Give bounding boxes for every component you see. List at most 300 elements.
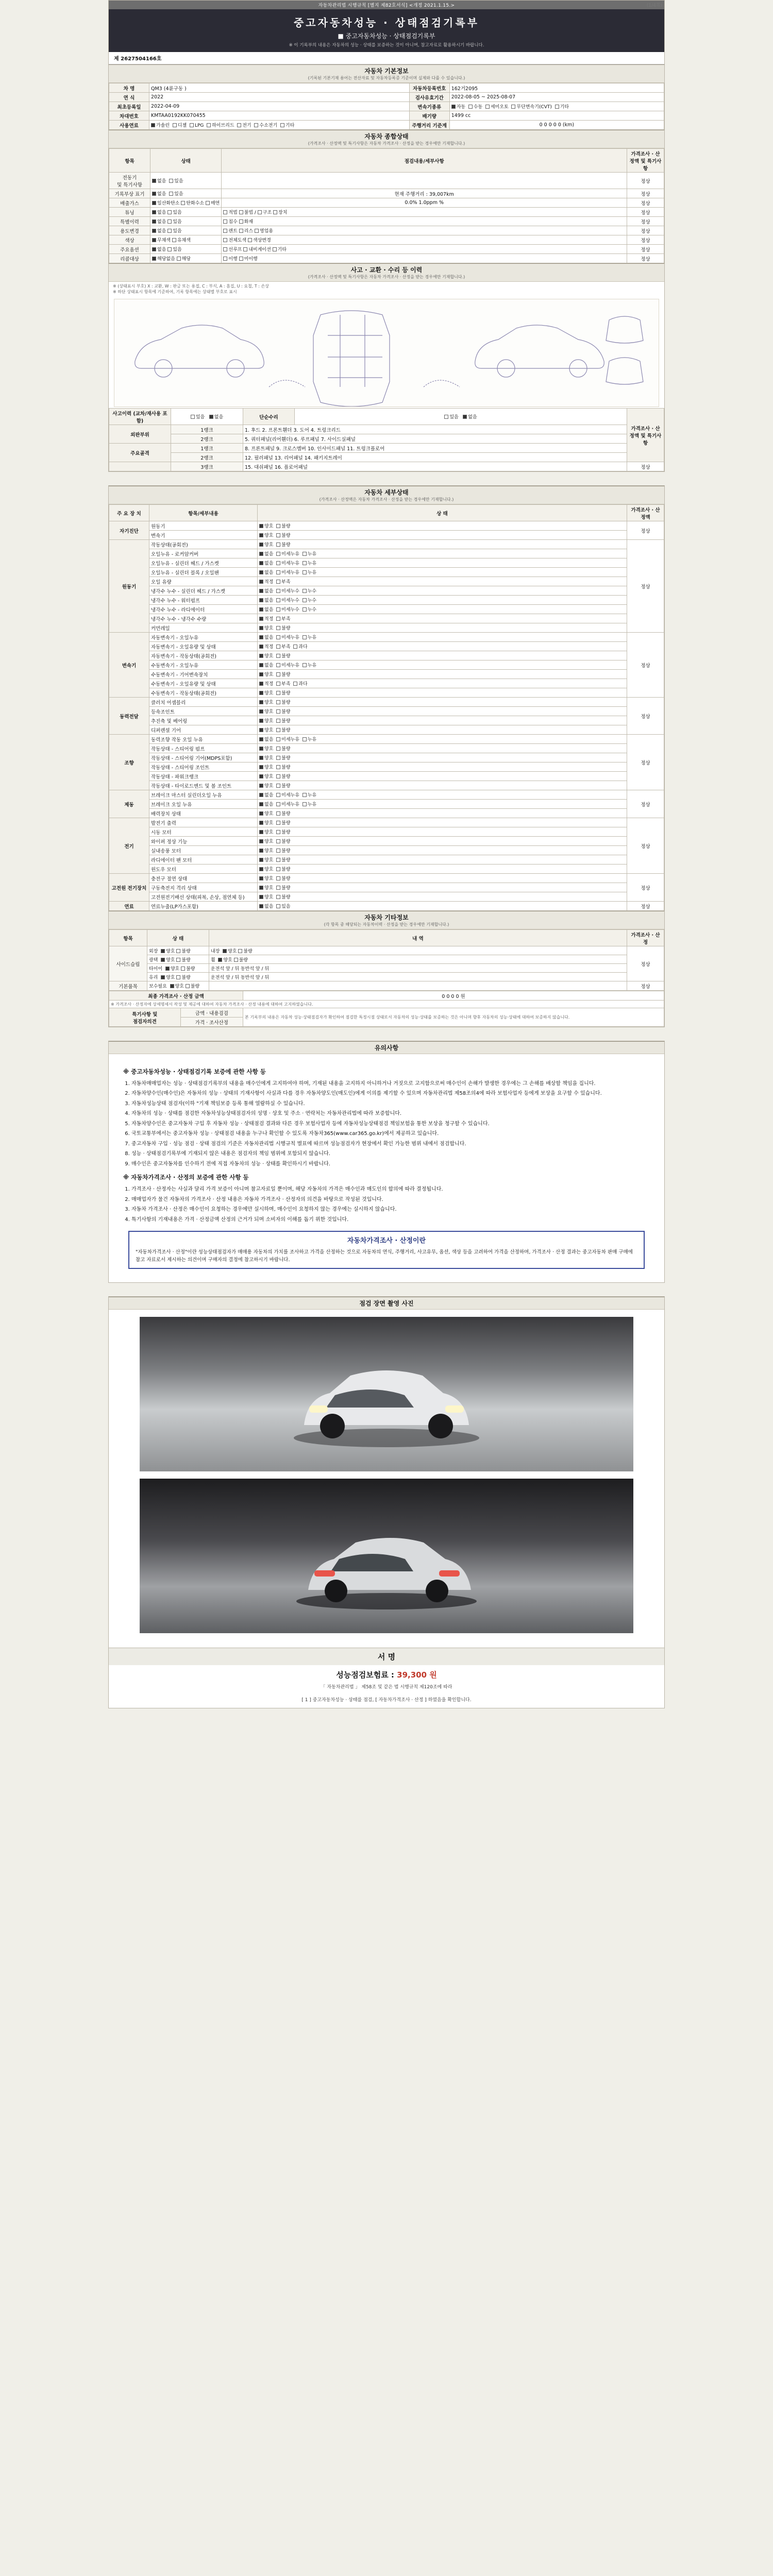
row-value-1: 정상: [627, 189, 664, 198]
value-first-reg: 2022-04-09: [149, 102, 410, 111]
detail-item-state[interactable]: 양호 불량: [258, 531, 627, 540]
table-row: [109, 558, 664, 568]
detail-item-state[interactable]: 적정 부족 과다: [258, 642, 627, 651]
table-row: [109, 846, 664, 855]
detail-item-state[interactable]: 양호 불량: [258, 892, 627, 902]
label-year: 연 식: [109, 93, 149, 102]
row-detail-8: 이행 미이행: [222, 254, 627, 263]
detail-item-label: 충전구 절연 상태: [149, 874, 258, 883]
col-sub-item: 항목/세부내용: [149, 505, 258, 521]
final-price-amount: 0 0 0 0 원: [243, 991, 664, 1001]
detail-item-label: 작동상태 - 스티어링 조인트: [149, 762, 258, 772]
table-row: [109, 707, 664, 716]
frame-parts-table: [109, 408, 664, 471]
definition-box: [128, 1231, 645, 1269]
table-row: [109, 883, 664, 892]
notice-item: 6. 국토교통부에서는 중고자동차 성능 · 상태점검 내용을 누구나 확인할 수 있도록 자동차365(www.car365.go.kr)에서 제공하고 있습니다.: [131, 1130, 650, 1138]
table-row: [109, 462, 664, 471]
other-detail-1: 휠 양호 불량: [209, 955, 627, 964]
detail-item-state[interactable]: 없음 미세누유 누유: [258, 800, 627, 809]
table-row: [109, 946, 664, 955]
detail-item-label: 윈도우 모터: [149, 865, 258, 874]
table-row: [109, 605, 664, 614]
detail-item-state[interactable]: 양호 불량: [258, 846, 627, 855]
label-frame-rank-3: 3랭크: [171, 462, 243, 471]
other-state-0: 외장 양호 불량: [147, 946, 209, 955]
table-header-row: [109, 930, 664, 946]
detail-item-state[interactable]: 양호 불량: [258, 670, 627, 679]
label-gear-type: 변속기종류: [409, 102, 449, 111]
detail-item-label: 등속조인트: [149, 707, 258, 716]
value-inspection-period: 2022-08-05 ~ 2025-08-07: [449, 93, 664, 102]
row-label-2: 배출가스: [109, 198, 150, 208]
detail-item-state[interactable]: 없음 미세누수 누수: [258, 605, 627, 614]
detail-item-label: 발전기 출력: [149, 818, 258, 827]
page-title: 중고자동차성능 · 상태점검기록부: [293, 16, 479, 29]
section-overall-state: 자동차 종합상태 (가격조사 · 산정액 및 특기사항은 자동차 가격조사 · 산정을 받는 경우에만 기재합니다.): [109, 130, 664, 148]
table-row: [109, 973, 664, 981]
table-row: [109, 991, 664, 1001]
inspection-photo-rear: [140, 1479, 633, 1633]
notice-item: 3. 자동차성능상태 점검자(이하 "기재 책임보증 등록 통해 열람하실 수 있습니다.: [131, 1100, 650, 1108]
label-inspect-company-2: 가격 · 조사산정: [180, 1018, 243, 1027]
row-state-7: 없음 있음: [150, 245, 222, 254]
notice-item: 5. 자동차양수인은 중고자동차 구입 후 자동차 성능 · 상태점검 결과와 다른 경우 보험사업자 등에 자동차성능상태점검 책임보험을 통한 보상을 청구할 수 있습니다.: [131, 1120, 650, 1128]
col-other-item: 항목: [109, 930, 147, 946]
row-label-8: 리콜대상: [109, 254, 150, 263]
table-row: [109, 679, 664, 688]
table-row: [109, 614, 664, 623]
detail-item-state[interactable]: 양호 불량: [258, 827, 627, 837]
detail-group-value: 정상: [627, 902, 664, 911]
table-row: [109, 586, 664, 596]
detail-item-state[interactable]: 없음 미세누유 누유: [258, 735, 627, 744]
table-row: [109, 698, 664, 707]
notice-item: 9. 매수인은 중고자동차를 인수하기 전에 직접 자동차의 성능 · 상태를 확인하시기 바랍니다.: [131, 1160, 650, 1168]
table-row: [109, 453, 664, 462]
page-4: [108, 1296, 665, 1708]
row-value-6: 정상: [627, 235, 664, 245]
detail-item-state[interactable]: 없음 미세누유 누유: [258, 558, 627, 568]
detail-item-label: 시동 모터: [149, 827, 258, 837]
other-detail-2: 운전석 앞 / 뒤 동반석 앞 / 뒤: [209, 964, 627, 973]
row-state-2: 일산화탄소 탄화수소 매연: [150, 198, 222, 208]
row-detail-5: 렌트 리스 영업용: [222, 226, 627, 235]
detail-group-value: 정상: [627, 735, 664, 790]
detail-item-state[interactable]: 양호 불량: [258, 818, 627, 827]
col-other-value: 가격조사 · 산정: [627, 930, 664, 946]
sheet-number: (1/4쪽): [646, 3, 662, 8]
detail-item-state[interactable]: 없음 미세누유 누유: [258, 549, 627, 558]
other-detail-0: 내장 양호 불량: [209, 946, 627, 955]
detail-item-label: 냉각수 누수 - 라디에이터: [149, 605, 258, 614]
row-value-3: 정상: [627, 208, 664, 217]
detail-item-label: 클러치 어셈블리: [149, 698, 258, 707]
section-photos: 점검 장면 촬영 사진: [109, 1297, 664, 1310]
table-row: [109, 809, 664, 818]
table-row: [109, 173, 664, 189]
notice-heading-2: ※ 자동차가격조사 · 산정의 보증에 관한 사항 등: [123, 1174, 249, 1181]
col-state: 상태: [150, 149, 222, 173]
table-row: [109, 800, 664, 809]
label-vin: 차대번호: [109, 111, 149, 121]
table-row: [109, 226, 664, 235]
label-car-name: 차 명: [109, 83, 149, 93]
col-value: 가격조사 · 산정액 및 특기사항: [627, 149, 664, 173]
detail-group-value: 정상: [627, 633, 664, 698]
detail-item-state[interactable]: 양호 불량: [258, 651, 627, 660]
table-row: [109, 568, 664, 577]
notice-item: 1. 자동차매매업자는 성능 · 상태점검기록부의 내용을 매수인에게 고지하여야 하며, 기재된 내용을 고지하지 아니하거나 거짓으로 고지함으로써 매수인이 손해가 발생한 경우에는 그 손해를 배상할 책임을 집니다.: [131, 1080, 650, 1088]
device-group-label: 자기진단: [109, 521, 149, 540]
table-row: [109, 981, 664, 991]
row-label-3: 튜닝: [109, 208, 150, 217]
detail-item-label: 냉각수 누수 - 워터펌프: [149, 596, 258, 605]
table-row: [109, 633, 664, 642]
detail-item-label: 오일누유 - 실린더 블록 / 오일팬: [149, 568, 258, 577]
notice-item: 3. 자동차 가격조사 · 산정은 매수인이 요청하는 경우에만 실시하며, 매수인이 요청하지 않는 경우에는 실시하지 않습니다.: [131, 1206, 650, 1214]
form-legal-header: 자동차관리법 시행규칙 [별지 제82호서식] <개정 2021.1.15.>: [109, 1, 664, 9]
detail-item-label: 커먼레일: [149, 623, 258, 633]
detail-group-value: 정상: [627, 521, 664, 540]
inspection-photo-front: [140, 1317, 633, 1471]
value-displacement: 1499 cc: [449, 111, 664, 121]
table-row: [109, 651, 664, 660]
car-diagram-svg: [114, 299, 650, 406]
table-row: [109, 964, 664, 973]
table-row: [109, 549, 664, 558]
row-state-3: 없음 있음: [150, 208, 222, 217]
notice-item: 2. 매매업자가 물건 자동차의 가격조사 · 산정 내용은 자동차 가격조사 · 산정자의 의견을 바탕으로 작성된 것입니다.: [131, 1196, 650, 1204]
special-note-text: 본 기록부의 내용은 자동차 성능·상태점검자가 확인하여 점검한 특정시점 상태로서 자동차의 성능·상태를 보증하는 것은 아니며 향후 자동차의 성능·상태에 대하여 보증하지 않습니다.: [243, 1008, 664, 1027]
table-row: [109, 111, 664, 121]
document-subtitle-note: ※ 이 기록부의 내용은 자동차의 성능 · 상태를 보증하는 것이 아니며, 참고자료로 활용하시기 바랍니다.: [289, 43, 484, 48]
table-row: [109, 83, 664, 93]
table-row: [109, 409, 664, 425]
detail-item-state[interactable]: 없음 미세누유 누유: [258, 633, 627, 642]
row-label-0: 전동기 및 특기사항: [109, 173, 150, 189]
row-detail-2: 0.0% 1.0ppm %: [222, 198, 627, 208]
section-notice: 유의사항: [109, 1041, 664, 1054]
value-frame-rank-2: 12. 필러패널 13. 리어패널 14. 패키지트레이: [243, 453, 627, 462]
value-year: 2022: [149, 93, 410, 102]
detail-item-label: 작동상태 - 스티어링 기어(MDPS포함): [149, 753, 258, 762]
other-detail-4: [209, 981, 627, 991]
detail-item-state[interactable]: 적정 부족: [258, 577, 627, 586]
row-state-8: 해당없음 해당: [150, 254, 222, 263]
detail-item-state[interactable]: 없음 미세누유 누유: [258, 790, 627, 800]
inspection-fee: 성능점검보험료 : 39,300 원: [336, 1670, 437, 1680]
current-mileage: 현재 주행거리 : 39,007km: [222, 189, 627, 198]
detail-group-value: 정상: [627, 818, 664, 874]
col-detail-value: 가격조사 · 산정액: [627, 505, 664, 521]
basic-info-table: [109, 83, 664, 130]
table-row: [109, 189, 664, 198]
row-label-5: 용도변경: [109, 226, 150, 235]
detail-item-label: 수동변속기 - 오일유량 및 상태: [149, 679, 258, 688]
detail-item-label: 냉각수 누수 - 실린더 헤드 / 가스켓: [149, 586, 258, 596]
value-car-name: QM3 (4륜구동 ): [149, 83, 410, 93]
table-row: [109, 208, 664, 217]
table-row: [109, 217, 664, 226]
detail-item-state[interactable]: 없음 미세누유 누유: [258, 660, 627, 670]
detail-item-state[interactable]: 양호 불량: [258, 837, 627, 846]
document-title-block: [109, 9, 664, 52]
document-subtitle: ■ 중고자동차성능 · 상태점검기록부: [338, 32, 435, 40]
row-state-6: 무채색 유채색: [150, 235, 222, 245]
car-photo-shape-2: [278, 1515, 495, 1613]
row-detail-6: 전체도색 색상변경: [222, 235, 627, 245]
table-row: [109, 254, 664, 263]
detail-item-label: 작동상태 - 파워크랭크: [149, 772, 258, 781]
detail-item-state[interactable]: 없음 미세누유 누유: [258, 568, 627, 577]
label-first-reg: 최초등록일: [109, 102, 149, 111]
detail-item-label: 라디에이터 팬 모터: [149, 855, 258, 865]
section-accident-history: 사고 · 교환 · 수리 등 이력 (가격조사 · 산정액 및 특기사항은 자동차 가격조사 · 산정을 받는 경우에만 기재합니다.): [109, 263, 664, 282]
detail-item-label: 디퍼렌셜 기어: [149, 725, 258, 735]
value-rank-2: 5. 쿼터패널(리어휀더) 6. 루프패널 7. 사이드실패널: [243, 434, 627, 444]
device-group-label: 제동: [109, 790, 149, 818]
row-value-0: 정상: [627, 173, 664, 189]
detail-item-label: 자동변속기 - 작동상태(공회전): [149, 651, 258, 660]
detail-item-label: 냉각수 누수 - 냉각수 수량: [149, 614, 258, 623]
other-detail-3: 운전석 앞 / 뒤 동반석 앞 / 뒤: [209, 973, 627, 981]
col-other-detail: 내 역: [209, 930, 627, 946]
detail-item-label: 구동축전지 격리 상태: [149, 883, 258, 892]
notice-body: [109, 1054, 664, 1282]
table-row: [109, 670, 664, 679]
label-rank-1: 1랭크: [171, 425, 243, 434]
detail-item-label: 연료누출(LP가스포함): [149, 902, 258, 911]
other-info-table: [109, 929, 664, 991]
row-value-2: 정상: [627, 198, 664, 208]
label-simple-repair: 단순수리: [243, 409, 295, 425]
signature-band: 서 명: [109, 1648, 664, 1665]
detail-item-state[interactable]: 양호 불량: [258, 716, 627, 725]
other-state-3: 유리 양호 불량: [147, 973, 209, 981]
detail-item-state[interactable]: 적정 부족: [258, 614, 627, 623]
table-row: [109, 827, 664, 837]
detail-item-label: 오일누유 - 로커암커버: [149, 549, 258, 558]
label-sideslip: 사이드슬립: [109, 946, 147, 981]
detail-item-state[interactable]: 없음 미세누수 누수: [258, 586, 627, 596]
detail-item-state[interactable]: 양호 불량: [258, 623, 627, 633]
table-row: [109, 102, 664, 111]
photo-list: [109, 1310, 664, 1648]
label-inspection-period: 검사유효기간: [409, 93, 449, 102]
detail-item-state[interactable]: 양호 불량: [258, 698, 627, 707]
label-accident-history: 사고이력 (교차/재사용 포함): [109, 409, 171, 425]
notice-item: 8. 성능 · 상태점검기록부에 기재되지 않은 내용은 점검자의 책임 범위에 포함되지 않습니다.: [131, 1150, 650, 1158]
row-state-1: 없음 있음: [150, 189, 222, 198]
detail-item-label: 수동변속기 - 오일누유: [149, 660, 258, 670]
detail-item-state[interactable]: 양호 불량: [258, 688, 627, 698]
row-detail-3: 적법 불법 / 구조 장치: [222, 208, 627, 217]
table-row: [109, 623, 664, 633]
accident-value: 정상: [627, 462, 664, 471]
table-row: [109, 121, 664, 130]
detail-item-state[interactable]: 양호 불량: [258, 874, 627, 883]
notice-heading-1: ※ 중고자동차성능 · 상태점검기록 보증에 관한 사항 등: [123, 1068, 266, 1075]
detail-item-state[interactable]: 양호 불량: [258, 883, 627, 892]
col-main-device: 주 요 장 치: [109, 505, 149, 521]
table-row: [109, 735, 664, 744]
detail-item-state[interactable]: 양호 불량: [258, 762, 627, 772]
value-mileage-basis: 0 0 0 0 0 (km): [449, 121, 664, 130]
detail-item-label: 변속기: [149, 531, 258, 540]
col-detail: 점검내용/세부사항: [222, 149, 627, 173]
table-row: [109, 540, 664, 549]
notice-list-1: [131, 1080, 650, 1168]
detail-item-state[interactable]: 양호 불량: [258, 744, 627, 753]
detail-item-label: 브레이크 마스터 실린더오일 누유: [149, 790, 258, 800]
table-row: [109, 425, 664, 434]
other-value-2: 정상: [627, 981, 664, 991]
label-plate: 자동차등록번호: [409, 83, 449, 93]
table-row: [109, 955, 664, 964]
section-other-info: 자동차 기타정보 (각 항목 중 해당되는 자동차이력 · 산정을 받는 경우에만 기재합니다.): [109, 911, 664, 929]
accident-value-head: 가격조사 · 산정액 및 특기사항: [627, 409, 664, 462]
table-row: [109, 781, 664, 790]
notice-list-2: [131, 1185, 650, 1224]
detail-item-state[interactable]: 양호 불량: [258, 772, 627, 781]
table-header-row: [109, 149, 664, 173]
table-row: [109, 688, 664, 698]
detail-item-state[interactable]: 없음 미세누수 누수: [258, 596, 627, 605]
device-group-label: 고전원 전기장치: [109, 874, 149, 902]
label-mileage-basis: 주행거리 기준계: [409, 121, 449, 130]
col-condition: 상 태: [258, 505, 627, 521]
detail-item-state[interactable]: 양호 불량: [258, 725, 627, 735]
detail-item-state[interactable]: 없음 있음: [258, 902, 627, 911]
other-state-4: 보수필요 양호 불량: [147, 981, 209, 991]
row-value-8: 정상: [627, 254, 664, 263]
device-group-label: 연료: [109, 902, 149, 911]
table-row: [109, 577, 664, 586]
final-price-note: ※ 가격조사 · 산정자에 상세명세서 작성 및 제공에 대하여 자동차 가격조사 · 산정 내용에 대하여 고지하였습니다.: [109, 1001, 664, 1008]
detail-item-state[interactable]: 양호 불량: [258, 707, 627, 716]
table-row: [109, 1001, 664, 1008]
table-row: [109, 818, 664, 827]
section-detail-state: 자동차 세부상태 (가격조사 · 산정액은 자동차 가격조사 · 산정을 받는 경우에만 기재합니다.): [109, 486, 664, 504]
detail-item-state[interactable]: 양호 불량: [258, 540, 627, 549]
detail-item-label: 수동변속기 - 기어변속장치: [149, 670, 258, 679]
detail-item-label: 와이퍼 정상 기능: [149, 837, 258, 846]
value-plate: 162거2095: [449, 83, 664, 93]
row-value-5: 정상: [627, 226, 664, 235]
table-row: [109, 93, 664, 102]
row-detail-4: 침수 화재: [222, 217, 627, 226]
row-detail-7: 선루프 내비게이션 기타: [222, 245, 627, 254]
table-row: [109, 902, 664, 911]
notice-item: 1. 가격조사 · 산정자는 사실과 달리 가격 보증이 아니며 참고자료일 뿐이며, 해당 자동차의 가격은 매수인과 매도인의 합의에 따라 결정됩니다.: [131, 1185, 650, 1194]
simple-repair-choice: 있음 없음: [295, 409, 627, 425]
detail-item-state[interactable]: 양호 불량: [258, 781, 627, 790]
document-number: 제 2627504166호: [109, 52, 664, 64]
detail-item-label: 동력조향 작동 오일 누유: [149, 735, 258, 744]
notice-item: 7. 중고자동차 구입 · 성능 점검 · 상태 점검의 기준은 자동차관리법 시행규칙 별표에 따르며 성능점검자가 현장에서 확인 가능한 범위 내에서 점검합니다.: [131, 1140, 650, 1148]
detail-group-value: 정상: [627, 540, 664, 633]
detail-item-label: 원동기: [149, 521, 258, 531]
detail-item-label: 수동변속기 - 작동상태(공회전): [149, 688, 258, 698]
notice-item: 4. 자동차의 성능 · 상태를 점검한 자동차성능상태점검자의 성명 · 상호 및 주소 · 연락처는 자동차관리법에 따라 보증합니다.: [131, 1110, 650, 1118]
car-photo-shape-1: [278, 1348, 495, 1451]
detail-group-value: 정상: [627, 874, 664, 902]
label-frame-rank-3-head: [109, 462, 171, 471]
detail-item-state[interactable]: 양호 불량: [258, 809, 627, 818]
detail-item-state[interactable]: 적정 부족 과다: [258, 679, 627, 688]
label-inspect-company-1: 금액 · 내용검검: [180, 1008, 243, 1018]
table-row: [109, 1008, 664, 1018]
row-detail-0: [222, 173, 627, 189]
detail-group-value: 정상: [627, 790, 664, 818]
row-value-4: 정상: [627, 217, 664, 226]
detail-item-label: 작동상태 - 스티어링 펌프: [149, 744, 258, 753]
col-item: 항목: [109, 149, 150, 173]
detail-item-state[interactable]: 양호 불량: [258, 521, 627, 531]
device-group-label: 조향: [109, 735, 149, 790]
label-main-frame: 주요골격: [109, 444, 171, 462]
table-row: [109, 521, 664, 531]
detail-item-state[interactable]: 양호 불량: [258, 855, 627, 865]
label-special-note: 특기사항 및 점검자의견: [109, 1008, 181, 1027]
table-row: [109, 716, 664, 725]
page-1: [108, 0, 665, 472]
damage-diagram: [114, 299, 659, 407]
detail-item-label: 배력장치 상태: [149, 809, 258, 818]
detail-item-label: 오일 유량: [149, 577, 258, 586]
row-label-1: 기록부상 표기: [109, 189, 150, 198]
label-outer-panel: 외판부위: [109, 425, 171, 444]
detail-item-state[interactable]: 양호 불량: [258, 753, 627, 762]
row-value-7: 정상: [627, 245, 664, 254]
detail-item-state[interactable]: 양호 불량: [258, 865, 627, 874]
notice-item: 2. 자동차양수인(매수인)은 자동차의 성능 · 상태의 기재사항이 사실과 다를 경우 자동차양도인(매도인)에게 이의를 제기할 수 있으며 자동차관리법 제58조의4에 따라 보험사업자 등에게 보상을 요구할 수 있습니다.: [131, 1090, 650, 1098]
table-row: [109, 434, 664, 444]
diagram-legend-2: ※ 하단 상태표시 항목에 기준하여, 기록 항목에는 상태별 부호로 표시: [113, 290, 237, 294]
damage-diagram-wrap: [109, 296, 664, 408]
table-row: [109, 762, 664, 772]
value-frame-rank-3: 15. 대쉬패널 16. 플로어패널: [243, 462, 627, 471]
detail-item-label: 자동변속기 - 오일누유: [149, 633, 258, 642]
label-rank-2: 2랭크: [171, 434, 243, 444]
definition-box-title: 자동차가격조사 · 산정이란: [347, 1237, 426, 1245]
row-state-5: 없음 있음: [150, 226, 222, 235]
table-row: [109, 892, 664, 902]
device-group-label: 원동기: [109, 540, 149, 633]
gear-type-choices: 자동 수동 세미오토 무단변속기(CVT) 기타: [449, 102, 664, 111]
definition-box-text: "자동차가격조사 · 산정"이란 성능상태점검자가 매매용 자동차의 가치를 조사하고 가격을 산정하는 것으로 자동차의 연식, 주행거리, 사고유무, 옵션, 색상 등을 고려하여 가격을 산정하며, 가격조사 · 산정 결과는 중고자동차 판매 구매에 참고 자료로서 제시하는 의견이며 구매자의 결정에 참고하시기 바랍니다.: [136, 1249, 633, 1263]
detail-group-value: 정상: [627, 698, 664, 735]
detail-item-label: 실내송풍 모터: [149, 846, 258, 855]
label-displacement: 배기량: [409, 111, 449, 121]
detail-item-label: 오일누유 - 실린더 헤드 / 가스켓: [149, 558, 258, 568]
section-basic-info: 자동차 기본정보 (기록된 기본기재 용어는 전산자료 및 자동차등록증 기준이며 실제와 다를 수 있습니다.): [109, 64, 664, 83]
label-fuel: 사용연료: [109, 121, 149, 130]
detail-state-body: [109, 521, 664, 911]
table-row: [109, 444, 664, 453]
detail-item-label: 고전원전기배선 상태(피복, 손상, 점연체 등): [149, 892, 258, 902]
table-row: [109, 753, 664, 762]
table-row: [109, 744, 664, 753]
table-row: [109, 725, 664, 735]
accident-history-choice: 있음 없음: [171, 409, 243, 425]
value-frame-rank-1: 8. 프론트패널 9. 크로스멤버 10. 인사이드패널 11. 트렁크플로어: [243, 444, 627, 453]
label-frame-rank-1: 1랭크: [171, 444, 243, 453]
table-row: [109, 874, 664, 883]
detail-item-label: 추진축 및 베어링: [149, 716, 258, 725]
detail-item-label: 자동변속기 - 오일유량 및 상태: [149, 642, 258, 651]
